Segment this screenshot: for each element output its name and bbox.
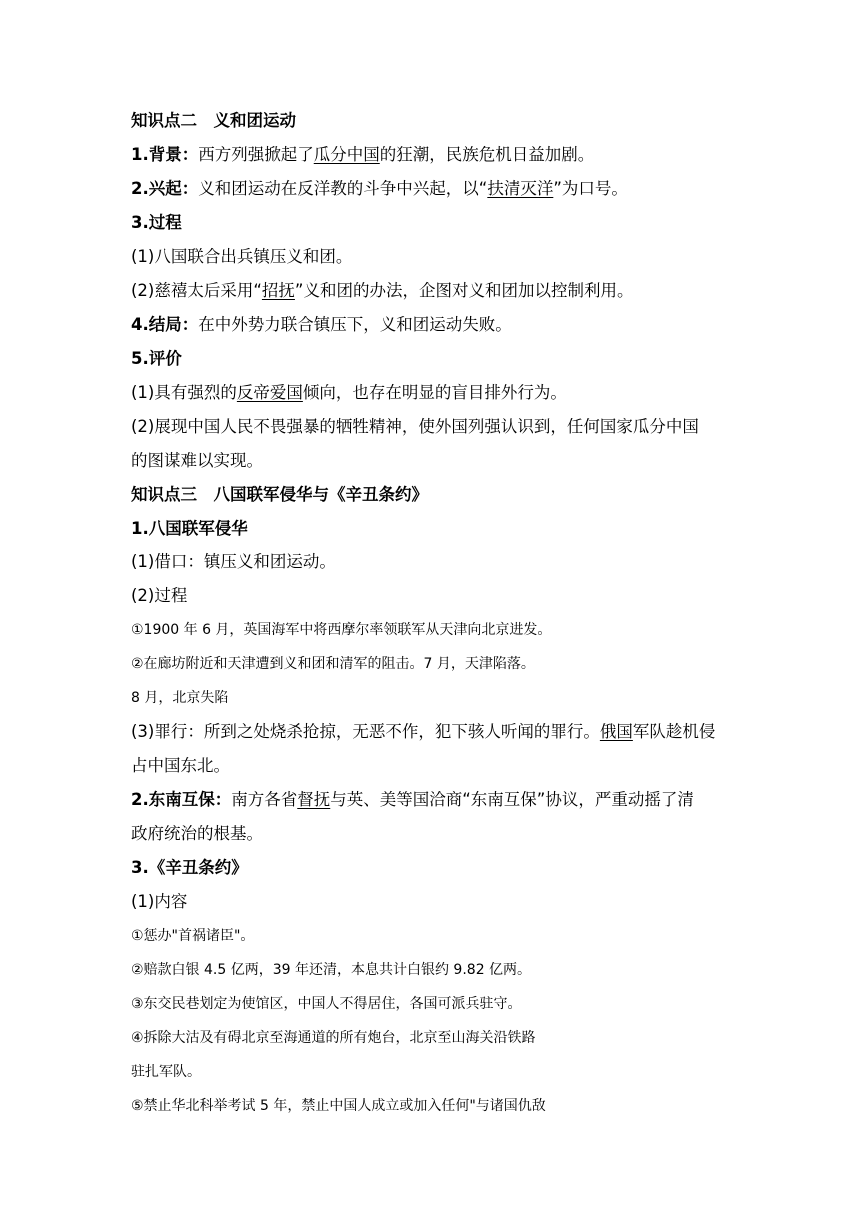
evaluation-item-1-underlined-term: 反帝爱国 — [236, 383, 303, 402]
evaluation-label: 5.评价 — [131, 349, 182, 368]
result-label: 4.结局： — [131, 315, 199, 334]
process-item-2-text-2: ”义和团的办法，企图对义和团加以控制利用。 — [294, 281, 634, 300]
treaty-content-item-2: ②赔款白银 4.5 亿两，39 年还清，本息共计白银约 9.82 亿两。 — [131, 962, 532, 978]
evaluation-item-2-line-2: 的图谋难以实现。 — [131, 451, 263, 470]
treaty-content-item-1: ①惩办"首祸诸臣"。 — [131, 928, 255, 944]
treaty-content-item-5: ⑤禁止华北科举考试 5 年，禁止中国人成立或加入任何"与诸国仇敌 — [131, 1098, 546, 1114]
invasion-process-step-2: ②在廊坊附近和天津遭到义和团和清军的阻击。7 月，天津陷落。 — [131, 656, 535, 672]
background-underlined-term: 瓜分中国 — [313, 145, 380, 164]
southeast-underlined-term: 督抚 — [297, 790, 331, 809]
background-text-1: 西方列强掀起了 — [198, 145, 314, 164]
treaty-content-item-4-line-1: ④拆除大沽及有碍北京至海通道的所有炮台，北京至山海关沿铁路 — [131, 1030, 536, 1046]
invasion-process-step-3: 8 月，北京失陷 — [131, 690, 229, 706]
section-heading-boxer-movement: 知识点二 义和团运动 — [131, 111, 296, 130]
rise-text-2: ”为口号。 — [553, 179, 628, 198]
invasion-process-step-1: ①1900 年 6 月，英国海军中将西摩尔率领联军从天津向北京进发。 — [131, 622, 552, 638]
result-text: 在中外势力联合镇压下，义和团运动失败。 — [198, 315, 512, 334]
rise-line — [131, 177, 628, 201]
treaty-content-item-4-line-2: 驻扎军队。 — [131, 1064, 201, 1080]
rise-underlined-slogan: 扶清灭洋 — [487, 179, 554, 198]
rise-label: 2.兴起： — [131, 179, 199, 198]
treaty-content-label: (1)内容 — [131, 892, 188, 911]
invasion-pretext: (1)借口：镇压义和团运动。 — [131, 552, 336, 571]
southeast-text-1: 南方各省 — [231, 790, 298, 809]
background-label: 1.背景： — [131, 145, 199, 164]
treaty-content-item-3: ③东交民巷划定为使馆区，中国人不得居住，各国可派兵驻守。 — [131, 996, 522, 1012]
invasion-process-label: (2)过程 — [131, 586, 188, 605]
rise-text-1: 义和团运动在反洋教的斗争中兴起，以“ — [198, 179, 488, 198]
process-item-2 — [131, 279, 633, 303]
treaty-label: 3.《辛丑条约》 — [131, 858, 248, 877]
evaluation-item-1 — [131, 381, 567, 405]
southeast-label: 2.东南互保： — [131, 790, 232, 809]
background-line — [131, 143, 594, 167]
crimes-line-2: 占中国东北。 — [131, 756, 230, 775]
process-item-2-underlined-term: 招抚 — [261, 281, 295, 300]
crimes-text-2: 军队趁机侵 — [632, 722, 716, 741]
invasion-label: 1.八国联军侵华 — [131, 519, 248, 538]
crimes-line-1 — [131, 720, 715, 744]
process-label: 3.过程 — [131, 213, 182, 232]
crimes-text-1: (3)罪行：所到之处烧杀抢掠，无恶不作，犯下骇人听闻的罪行。 — [131, 722, 600, 741]
evaluation-item-2-line-1: (2)展现中国人民不畏强暴的牺牲精神，使外国列强认识到，任何国家瓜分中国 — [131, 417, 699, 436]
result-line — [131, 313, 512, 337]
background-text-2: 的狂潮，民族危机日益加剧。 — [379, 145, 595, 164]
southeast-mutual-protection-line-2: 政府统治的根基。 — [131, 824, 263, 843]
southeast-text-2: 与英、美等国洽商“东南互保”协议，严重动摇了清 — [330, 790, 694, 809]
process-item-1: (1)八国联合出兵镇压义和团。 — [131, 247, 353, 266]
southeast-mutual-protection-line-1 — [131, 788, 694, 812]
evaluation-item-1-text-2: 倾向，也存在明显的盲目排外行为。 — [302, 383, 567, 402]
evaluation-item-1-text-1: (1)具有强烈的 — [131, 383, 237, 402]
section-heading-eight-nation-alliance: 知识点三 八国联军侵华与《辛丑条约》 — [131, 485, 428, 504]
process-item-2-text-1: (2)慈禧太后采用“ — [131, 281, 262, 300]
crimes-underlined-term: 俄国 — [599, 722, 633, 741]
